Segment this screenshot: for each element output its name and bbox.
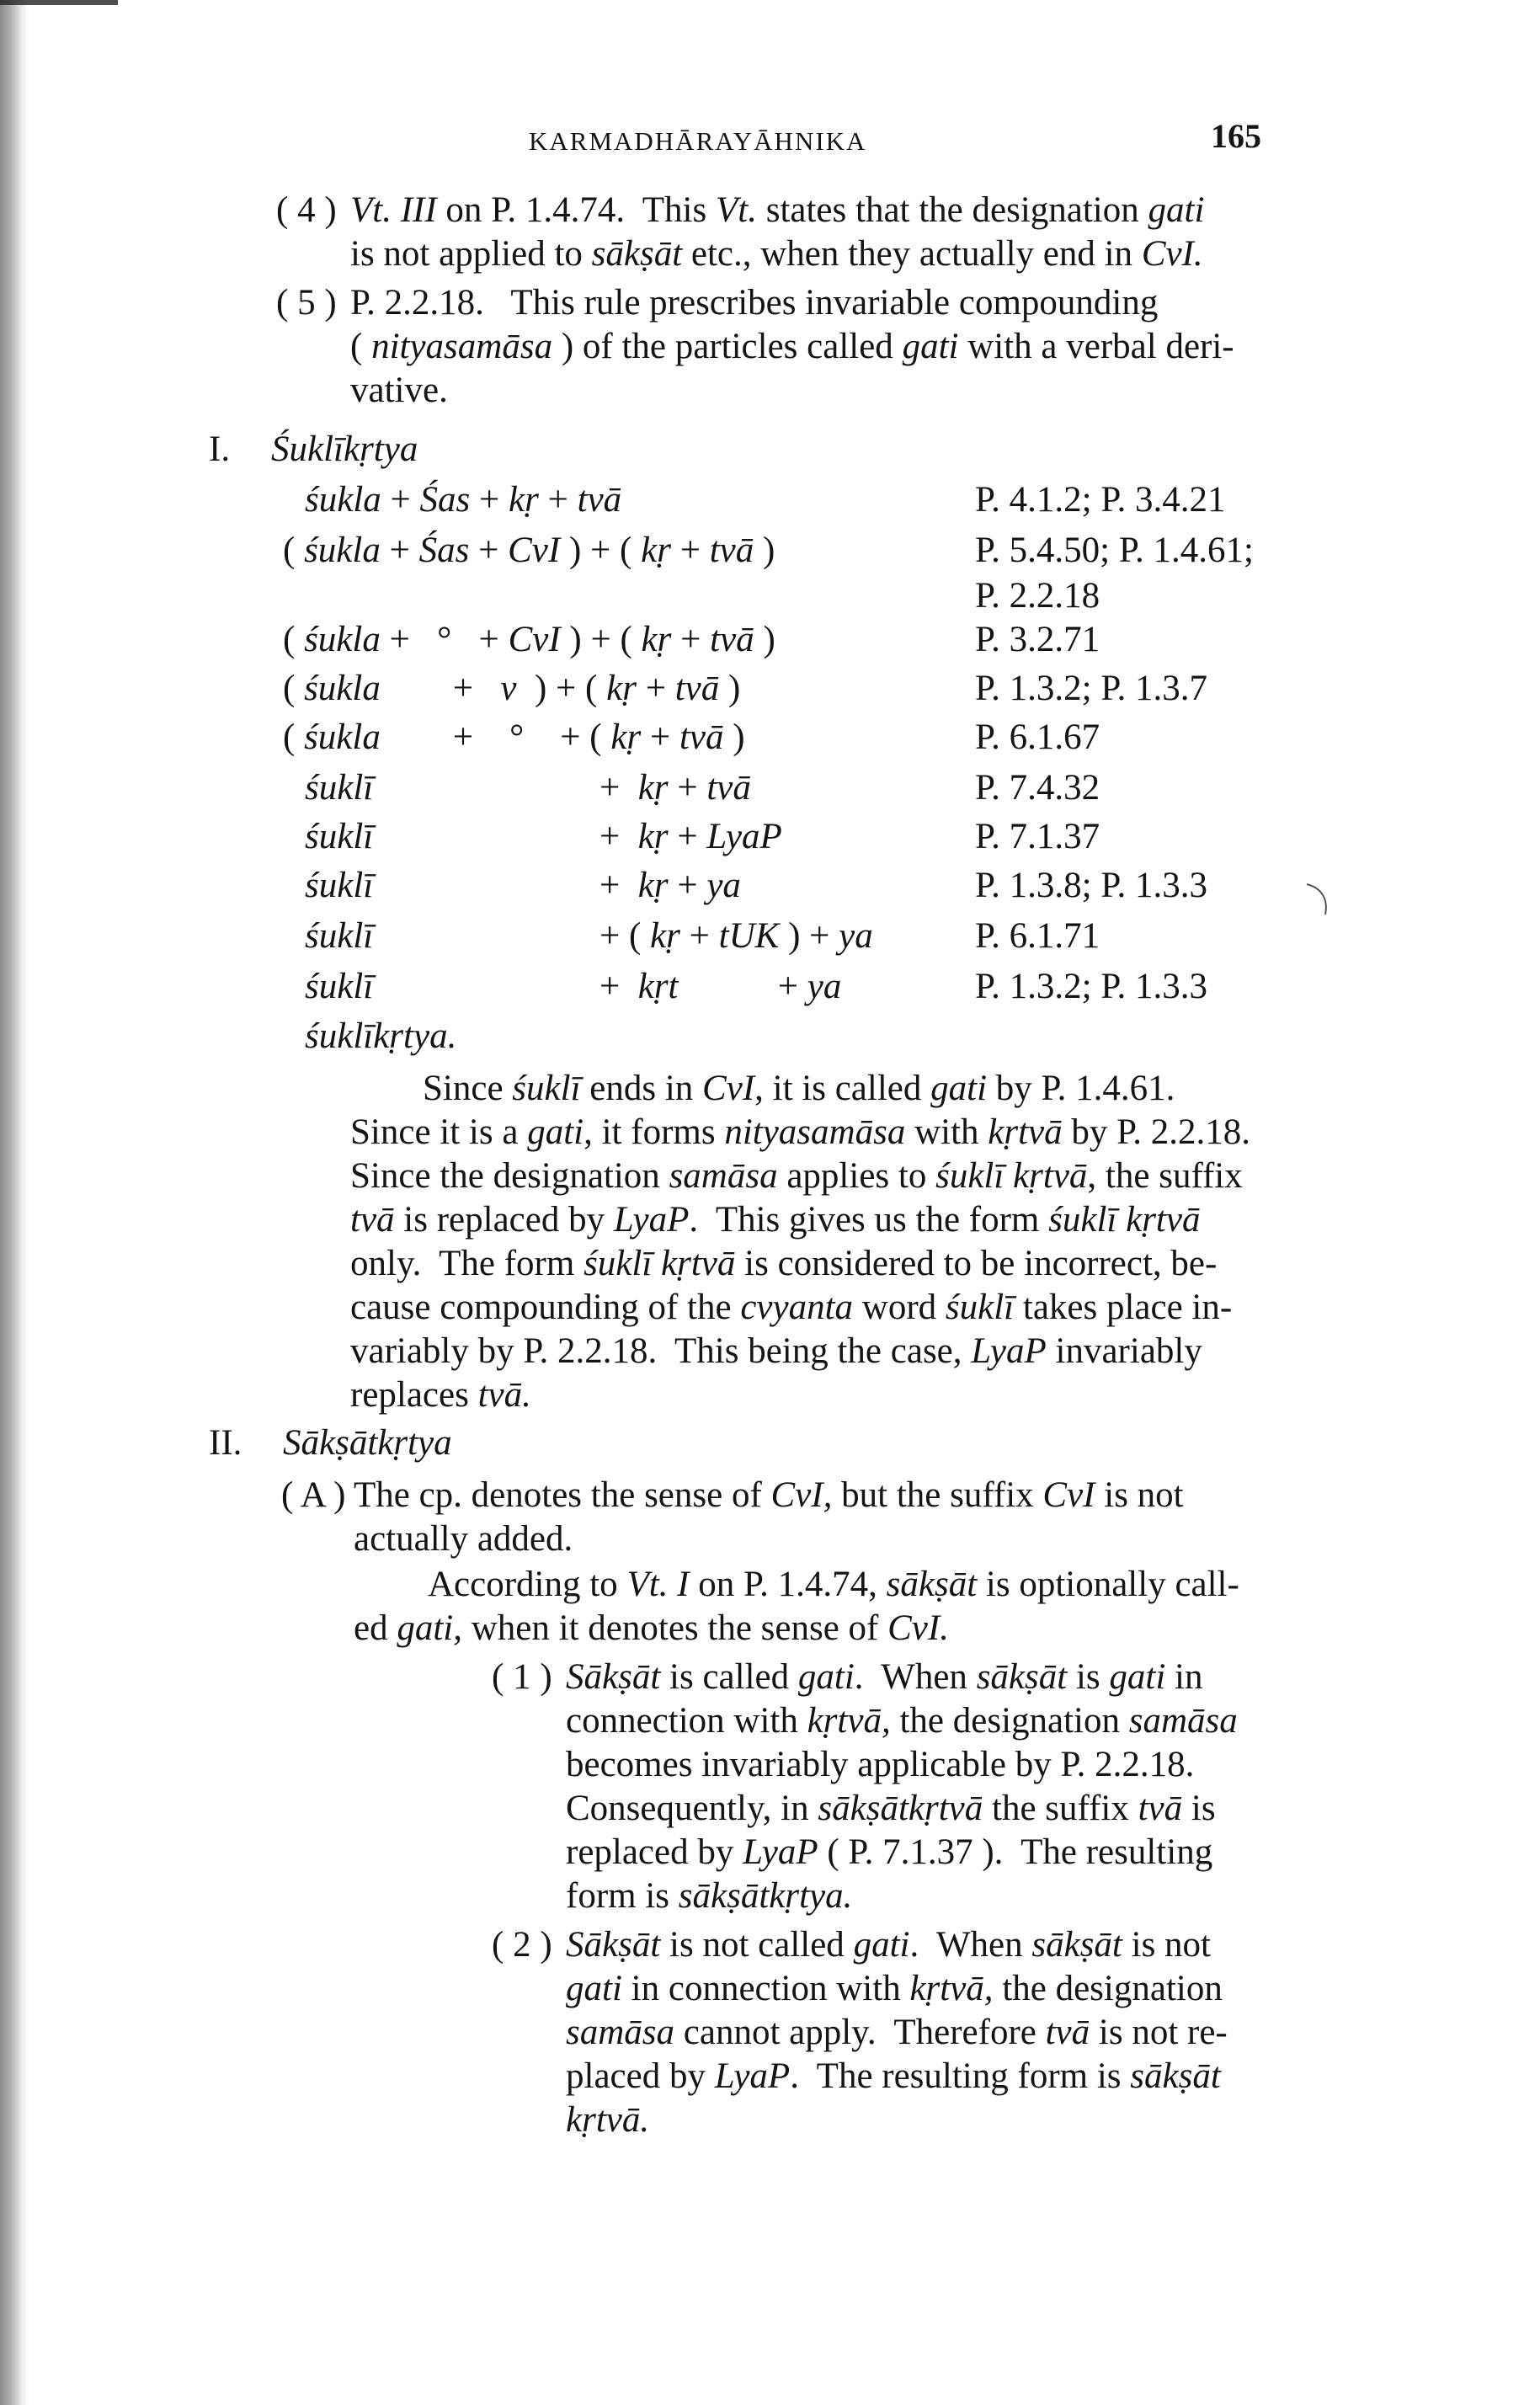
text-line: connection with kṛtvā, the designation samāsa bbox=[566, 1701, 1238, 1741]
derivation-step: śuklīkṛtya. bbox=[305, 1016, 457, 1056]
text-line: cause compounding of the cvyanta word śuklī takes place in- bbox=[350, 1288, 1233, 1327]
text-line: only. The form śuklī kṛtvā is considered to be incorrect, be- bbox=[350, 1244, 1218, 1283]
text-line: Consequently, in sākṣātkṛtvā the suffix tvā is bbox=[566, 1789, 1216, 1828]
rule-reference: P. 1.3.8; P. 1.3.3 bbox=[975, 866, 1207, 905]
text-line: replaced by LyaP ( P. 7.1.37 ). The resulting bbox=[566, 1832, 1213, 1872]
section-2-title: Sākṣātkṛtya bbox=[283, 1423, 452, 1463]
text-line: kṛtvā. bbox=[566, 2100, 650, 2140]
rule-reference: P. 5.4.50; P. 1.4.61; bbox=[975, 531, 1254, 570]
scan-edge-shadow bbox=[0, 0, 29, 2405]
section-1-title: Śuklīkṛtya bbox=[271, 429, 418, 469]
derivation-step: ( śukla + v ) + ( kṛ + tvā ) bbox=[283, 669, 741, 708]
text-line: Since it is a gati, it forms nityasamāsa with kṛtvā by P. 2.2.18. bbox=[350, 1112, 1251, 1152]
rule-reference: P. 4.1.2; P. 3.4.21 bbox=[975, 480, 1226, 520]
note-4-text bbox=[350, 189, 1288, 276]
section-1-numeral: I. bbox=[209, 429, 231, 469]
note-5-text bbox=[350, 281, 1288, 413]
section-2-numeral: II. bbox=[209, 1423, 242, 1463]
sub-2-number: ( 2 ) bbox=[492, 1925, 552, 1965]
note-4-number: ( 4 ) bbox=[276, 190, 337, 230]
rule-reference: P. 6.1.71 bbox=[975, 916, 1100, 956]
text-line: form is sākṣātkṛtya. bbox=[566, 1876, 853, 1916]
text-line: samāsa cannot apply. Therefore tvā is not re- bbox=[566, 2013, 1228, 2052]
rule-reference: P. 7.1.37 bbox=[975, 817, 1100, 856]
sub-1-number: ( 1 ) bbox=[492, 1657, 552, 1697]
text-line: ed gati, when it denotes the sense of CvI. bbox=[354, 1608, 949, 1648]
text-line: Sākṣāt is called gati. When sākṣāt is gati in bbox=[566, 1657, 1203, 1697]
scan-corner-mark bbox=[0, 0, 118, 5]
text-line: is not applied to sākṣāt etc., when they actually end in CvI. bbox=[350, 234, 1203, 274]
rule-reference: P. 6.1.67 bbox=[975, 717, 1100, 757]
text-line: replaces tvā. bbox=[350, 1375, 531, 1415]
derivation-step: śuklī + kṛ + tvā bbox=[305, 768, 751, 808]
margin-pencil-mark bbox=[1303, 881, 1337, 918]
text-line: P. 2.2.18. This rule prescribes invariable compounding bbox=[350, 283, 1159, 323]
text-line: Sākṣāt is not called gati. When sākṣāt is not bbox=[566, 1925, 1212, 1965]
rule-reference: P. 1.3.2; P. 1.3.7 bbox=[975, 669, 1207, 708]
text-line: vative. bbox=[350, 371, 448, 410]
derivation-step: śuklī + ( kṛ + tUK ) + ya bbox=[305, 916, 873, 956]
text-line: placed by LyaP. The resulting form is sākṣāt bbox=[566, 2056, 1221, 2096]
text-line: The cp. denotes the sense of CvI, but the suffix CvI is not bbox=[354, 1475, 1184, 1515]
rule-reference: P. 2.2.18 bbox=[975, 576, 1100, 616]
text-line: Vt. III on P. 1.4.74. This Vt. states that the designation gati bbox=[350, 190, 1205, 230]
running-header-title: KARMADHĀRAYĀHNIKA bbox=[529, 126, 867, 156]
text-line: becomes invariably applicable by P. 2.2.18. bbox=[566, 1745, 1195, 1784]
text-line: tvā is replaced by LyaP. This gives us the form śuklī kṛtvā bbox=[350, 1200, 1201, 1240]
sub-1-text bbox=[566, 1656, 1288, 1918]
derivation-step: śukla + Śas + kṛ + tvā bbox=[305, 480, 622, 520]
derivation-step: śuklī + kṛt + ya bbox=[305, 967, 842, 1006]
text-line: variably by P. 2.2.18. This being the case, LyaP invariably bbox=[350, 1331, 1202, 1371]
part-a-label: ( A ) bbox=[281, 1475, 346, 1515]
part-a-text bbox=[354, 1474, 1288, 1561]
rule-reference: P. 7.4.32 bbox=[975, 768, 1100, 808]
according-paragraph bbox=[354, 1563, 1288, 1650]
note-5-number: ( 5 ) bbox=[276, 283, 337, 323]
text-line: actually added. bbox=[354, 1519, 573, 1559]
text-line: Since the designation samāsa applies to śuklī kṛtvā, the suffix bbox=[350, 1156, 1243, 1196]
text-line: gati in connection with kṛtvā, the designation bbox=[566, 1969, 1223, 2008]
text-line: According to Vt. I on P. 1.4.74, sākṣāt is optionally call- bbox=[428, 1565, 1239, 1604]
section-1-explanation bbox=[350, 1067, 1288, 1417]
derivation-step: ( śukla + Śas + CvI ) + ( kṛ + tvā ) bbox=[283, 531, 775, 570]
derivation-step: ( śukla + ° + ( kṛ + tvā ) bbox=[283, 717, 745, 757]
page-number: 165 bbox=[1211, 117, 1261, 155]
rule-reference: P. 1.3.2; P. 1.3.3 bbox=[975, 967, 1207, 1006]
rule-reference: P. 3.2.71 bbox=[975, 620, 1100, 659]
derivation-step: ( śukla + ° + CvI ) + ( kṛ + tvā ) bbox=[283, 620, 775, 659]
sub-2-text bbox=[566, 1923, 1288, 2142]
derivation-step: śuklī + kṛ + LyaP bbox=[305, 817, 782, 856]
text-line: Since śuklī ends in CvI, it is called gati by P. 1.4.61. bbox=[423, 1069, 1175, 1108]
derivation-step: śuklī + kṛ + ya bbox=[305, 866, 741, 905]
text-line: ( nityasamāsa ) of the particles called gati with a verbal deri- bbox=[350, 327, 1234, 366]
